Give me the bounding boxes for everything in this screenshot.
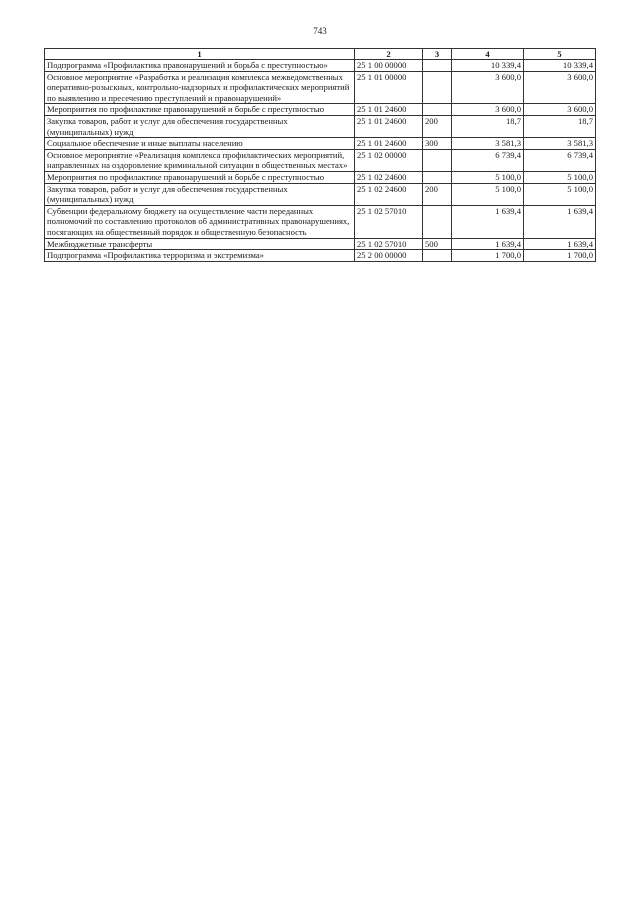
table-row: [45, 205, 596, 238]
row-sum-1: 5 100,0: [452, 183, 524, 205]
row-name: Мероприятия по профилактике правонарушений и борьбе с преступностью: [45, 171, 355, 183]
row-name: Субвенции федеральному бюджету на осуществление части переданных полномочий по составлению протоколов об административных правонарушениях, посягающих на общественный порядок и общественную безопасность: [45, 205, 355, 238]
table-row: [45, 60, 596, 72]
row-sum-1: 3 581,3: [452, 138, 524, 150]
table-row: [45, 71, 596, 104]
row-sum-1: 3 600,0: [452, 104, 524, 116]
row-sum-2: 6 739,4: [524, 149, 596, 171]
row-code: 25 1 01 24600: [355, 138, 423, 150]
row-expense-type: 500: [423, 238, 452, 250]
row-sum-1: 6 739,4: [452, 149, 524, 171]
row-sum-1: 5 100,0: [452, 171, 524, 183]
table-row: [45, 183, 596, 205]
page-number: 743: [313, 26, 327, 36]
row-expense-type: [423, 171, 452, 183]
row-sum-2: 10 339,4: [524, 60, 596, 72]
row-name: Межбюджетные трансферты: [45, 238, 355, 250]
row-sum-1: 10 339,4: [452, 60, 524, 72]
row-sum-2: 1 639,4: [524, 238, 596, 250]
row-code: 25 1 02 57010: [355, 205, 423, 238]
row-code: 25 1 01 00000: [355, 71, 423, 104]
row-code: 25 1 02 00000: [355, 149, 423, 171]
row-expense-type: [423, 149, 452, 171]
table-row: [45, 238, 596, 250]
table-row: [45, 149, 596, 171]
row-sum-2: 3 600,0: [524, 71, 596, 104]
row-sum-1: 3 600,0: [452, 71, 524, 104]
column-header-name: 1: [45, 49, 355, 60]
row-expense-type: [423, 60, 452, 72]
row-expense-type: [423, 250, 452, 262]
table-row: [45, 104, 596, 116]
row-expense-type: 300: [423, 138, 452, 150]
row-sum-1: 1 700,0: [452, 250, 524, 262]
row-code: 25 1 00 00000: [355, 60, 423, 72]
row-sum-2: 5 100,0: [524, 171, 596, 183]
row-code: 25 1 01 24600: [355, 115, 423, 137]
row-code: 25 1 02 57010: [355, 238, 423, 250]
row-expense-type: [423, 104, 452, 116]
table-row: [45, 250, 596, 262]
row-sum-1: 1 639,4: [452, 238, 524, 250]
row-sum-2: 18,7: [524, 115, 596, 137]
row-name: Основное мероприятие «Реализация комплекса профилактических мероприятий, направленных на оздоровление криминальной ситуации в общественных местах»: [45, 149, 355, 171]
column-header-code: 2: [355, 49, 423, 60]
row-sum-1: 1 639,4: [452, 205, 524, 238]
row-sum-2: 1 639,4: [524, 205, 596, 238]
row-code: 25 1 02 24600: [355, 171, 423, 183]
row-sum-2: 3 600,0: [524, 104, 596, 116]
column-header-sum-2: 5: [524, 49, 596, 60]
row-sum-2: 3 581,3: [524, 138, 596, 150]
row-name: Социальное обеспечение и иные выплаты населению: [45, 138, 355, 150]
row-expense-type: [423, 205, 452, 238]
row-name: Закупка товаров, работ и услуг для обеспечения государственных (муниципальных) нужд: [45, 115, 355, 137]
row-expense-type: 200: [423, 115, 452, 137]
row-name: Мероприятия по профилактике правонарушений и борьбе с преступностью: [45, 104, 355, 116]
table-row: [45, 171, 596, 183]
row-name: Закупка товаров, работ и услуг для обеспечения государственных (муниципальных) нужд: [45, 183, 355, 205]
row-sum-2: 5 100,0: [524, 183, 596, 205]
row-expense-type: 200: [423, 183, 452, 205]
row-name: Основное мероприятие «Разработка и реализация комплекса межведомственных оперативно-розыскных, контрольно-надзорных и профилактических мероприятий по выявлению и пресечению преступлений и правонарушений»: [45, 71, 355, 104]
row-code: 25 1 02 24600: [355, 183, 423, 205]
row-name: Подпрограмма «Профилактика правонарушений и борьба с преступностью»: [45, 60, 355, 72]
row-sum-1: 18,7: [452, 115, 524, 137]
column-header-expense-type: 3: [423, 49, 452, 60]
budget-table: [44, 48, 596, 262]
column-header-sum-1: 4: [452, 49, 524, 60]
row-name: Подпрограмма «Профилактика терроризма и экстремизма»: [45, 250, 355, 262]
row-code: 25 2 00 00000: [355, 250, 423, 262]
table-row: [45, 115, 596, 137]
row-code: 25 1 01 24600: [355, 104, 423, 116]
row-sum-2: 1 700,0: [524, 250, 596, 262]
table-header-row: [45, 49, 596, 60]
row-expense-type: [423, 71, 452, 104]
table-row: [45, 138, 596, 150]
